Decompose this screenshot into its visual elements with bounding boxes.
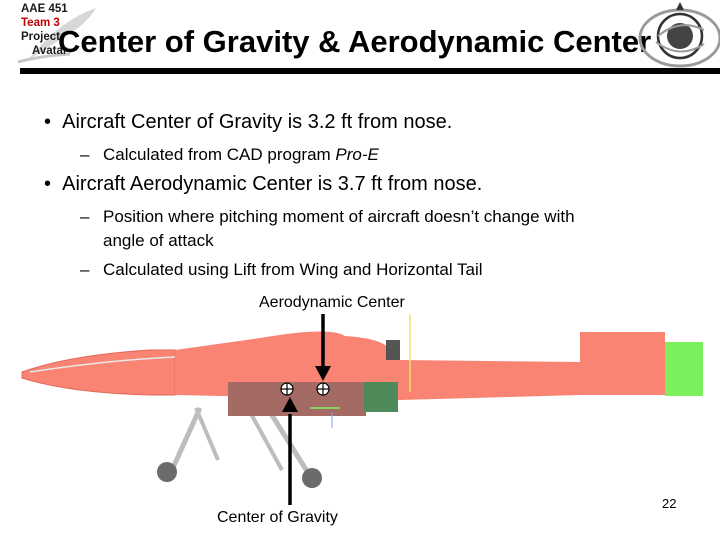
bullet-ac xyxy=(44,173,482,196)
sub-bullet-pitching xyxy=(80,205,680,253)
sub-bullet-cad-emphasis: Pro-E xyxy=(335,145,379,164)
aircraft-side-view xyxy=(0,300,720,540)
front-wheel xyxy=(157,462,177,482)
seal-graphic xyxy=(618,0,720,72)
logo-project: Project xyxy=(21,31,60,43)
sub-bullet-cad xyxy=(80,143,379,167)
bullet-cg xyxy=(44,111,452,134)
bullet-dot: • xyxy=(44,173,63,195)
cg-label: Center of Gravity xyxy=(217,509,338,526)
nose-cone xyxy=(22,350,175,395)
university-seal xyxy=(618,0,720,72)
page-number: 22 xyxy=(662,496,677,511)
sub-bullet-pitching-line2: angle of attack xyxy=(103,231,214,250)
wing-flap xyxy=(364,382,398,412)
logo-course: AAE 451 xyxy=(21,3,68,15)
front-strut xyxy=(172,408,200,470)
sub-bullet-pitching-line1: Position where pitching moment of aircraft doesn’t change with xyxy=(103,207,575,226)
title-underline xyxy=(20,68,720,74)
ac-label: Aerodynamic Center xyxy=(259,294,405,311)
bullet-ac-text: Aircraft Aerodynamic Center is 3.7 ft from nose. xyxy=(62,173,483,195)
sub-bullet-cad-text: Calculated from CAD program xyxy=(103,145,336,164)
engine-block xyxy=(386,340,400,360)
bullet-cg-text: Aircraft Center of Gravity is 3.2 ft from nose. xyxy=(62,111,453,133)
rear-wheel xyxy=(302,468,322,488)
ac-marker xyxy=(317,383,329,395)
logo-team: Team 3 xyxy=(21,17,60,29)
sub-bullet-lift xyxy=(80,258,483,282)
slide-title: Center of Gravity & Aerodynamic Center xyxy=(58,24,652,59)
cg-marker xyxy=(281,383,293,395)
sub-bullet-lift-text: Calculated using Lift from Wing and Horizontal Tail xyxy=(103,260,483,279)
dash: – xyxy=(80,145,90,164)
tail-fin xyxy=(665,342,703,396)
dash: – xyxy=(80,260,90,279)
bullet-dot: • xyxy=(44,111,63,133)
logo-name: Avatar xyxy=(32,45,68,57)
front-strut-brace xyxy=(196,408,218,460)
dash: – xyxy=(80,207,90,226)
landing-gear xyxy=(157,408,322,488)
